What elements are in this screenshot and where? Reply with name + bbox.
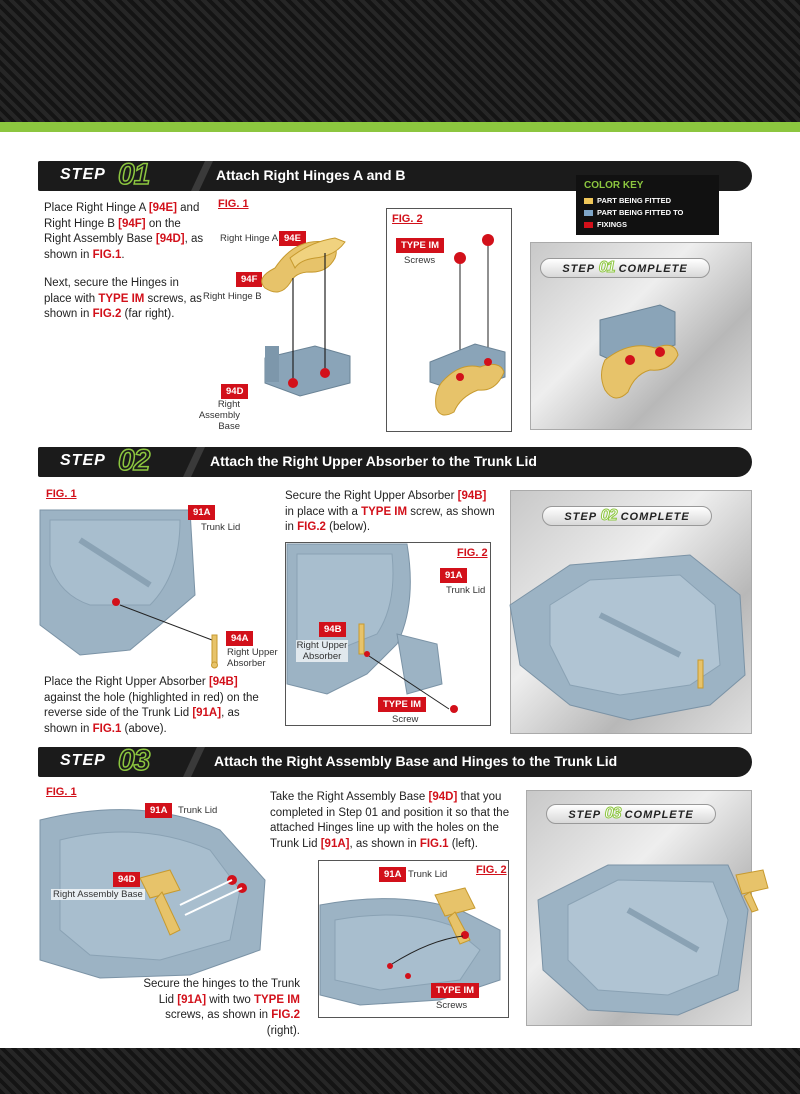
tag-type-im: TYPE IM bbox=[396, 238, 444, 253]
step-03-instruction-1 bbox=[270, 790, 520, 852]
text: (below). bbox=[325, 521, 371, 533]
step-01-fig-2-label: FIG. 2 bbox=[392, 213, 423, 225]
screws-label: Screws bbox=[436, 1000, 468, 1011]
step-01-instruction-1 bbox=[44, 201, 204, 263]
fig-ref: FIG.1 bbox=[92, 722, 122, 735]
complete-number: 02 bbox=[600, 507, 617, 524]
part-ref: [94B] bbox=[457, 490, 487, 502]
tag-91a: 91A bbox=[379, 867, 406, 882]
text: and Right Hinge B bbox=[44, 202, 200, 230]
trunk-lid-label: Trunk Lid bbox=[178, 805, 218, 816]
part-ref: [91A] bbox=[192, 707, 222, 719]
step-01-complete-badge bbox=[540, 258, 710, 278]
step-03-instruction-2 bbox=[140, 977, 300, 1039]
base-label-line: Right Assembly bbox=[198, 399, 240, 421]
text: screw, as shown in bbox=[285, 505, 495, 533]
text: , as shown in bbox=[44, 233, 204, 261]
step-02-complete-badge bbox=[542, 506, 712, 526]
part-ref: [94E] bbox=[148, 202, 177, 214]
tag-91a: 91A bbox=[188, 505, 215, 520]
part-ref: [91A] bbox=[177, 993, 207, 1006]
swatch-blue bbox=[584, 210, 593, 216]
step-01-complete-illustration bbox=[580, 300, 690, 410]
screw-fitted bbox=[456, 373, 464, 381]
absorber-shape bbox=[359, 624, 364, 654]
tag-91a: 91A bbox=[145, 803, 172, 818]
trunk-lid-label: Trunk Lid bbox=[201, 522, 241, 533]
base-tab bbox=[265, 346, 279, 382]
swatch-gold bbox=[584, 198, 593, 204]
step-03-title: Attach the Right Assembly Base and Hinges to the Trunk Lid bbox=[214, 753, 618, 769]
screw-fitted bbox=[625, 355, 635, 365]
color-key-label: PART BEING FITTED TO bbox=[597, 208, 684, 217]
step-03-complete-illustration bbox=[528, 840, 752, 1020]
hole-marker bbox=[288, 378, 298, 388]
trunk-lid-label: Trunk Lid bbox=[446, 585, 486, 596]
hinge-b-label: Right Hinge B bbox=[203, 291, 262, 302]
tag-94b: 94B bbox=[319, 622, 346, 637]
fig-ref: FIG.1 bbox=[92, 248, 122, 261]
text: Place the Right Upper Absorber bbox=[44, 676, 209, 688]
absorber-part-illustration bbox=[208, 633, 222, 669]
step-03-header bbox=[38, 744, 752, 777]
step-02-instruction-1 bbox=[285, 489, 497, 536]
part-ref: [94D] bbox=[428, 791, 458, 803]
step-01-title: Attach Right Hinges A and B bbox=[216, 167, 406, 183]
text: Place Right Hinge A bbox=[44, 202, 149, 214]
fig-ref: FIG.2 bbox=[92, 308, 122, 320]
screw-head bbox=[450, 705, 458, 713]
step-01-instruction-2 bbox=[44, 276, 204, 323]
color-key-title: COLOR KEY bbox=[584, 180, 644, 191]
complete-suffix: COMPLETE bbox=[618, 263, 688, 275]
step-02-badge bbox=[46, 444, 196, 477]
step-01-fig-1-label: FIG. 1 bbox=[218, 198, 249, 210]
screw-head bbox=[454, 252, 466, 264]
text: Take the Right Assembly Base bbox=[270, 791, 429, 803]
text: (right). bbox=[266, 1024, 300, 1037]
color-key-item bbox=[584, 220, 627, 229]
trunk-lid-label: Trunk Lid bbox=[408, 869, 448, 880]
step-03-badge bbox=[46, 744, 196, 777]
step-02-fig-2-illustration bbox=[287, 544, 487, 694]
hinge-a-label: Right Hinge A bbox=[220, 233, 279, 244]
screw-ref: TYPE IM bbox=[98, 292, 145, 305]
hole-marker bbox=[320, 368, 330, 378]
base-label: Right Assembly Base bbox=[53, 889, 143, 900]
part-ref: [94B] bbox=[208, 676, 238, 688]
step-02-title: Attach the Right Upper Absorber to the Trunk Lid bbox=[210, 453, 537, 469]
trunk-lid-inner bbox=[568, 880, 728, 995]
text: , as shown in bbox=[349, 837, 420, 850]
text: with two bbox=[206, 993, 254, 1006]
swatch-red bbox=[584, 222, 593, 228]
color-key-label: FIXINGS bbox=[597, 220, 628, 229]
complete-suffix: COMPLETE bbox=[620, 511, 690, 523]
tag-94f: 94F bbox=[236, 272, 262, 287]
tag-94d: 94D bbox=[221, 384, 248, 399]
screw-illustration bbox=[448, 703, 462, 717]
step-01-fig-1-illustration bbox=[255, 228, 375, 408]
text: Secure the hinges to the Trunk Lid bbox=[143, 978, 300, 1006]
color-key-item bbox=[584, 196, 671, 205]
step-02-fig-1-illustration bbox=[40, 505, 200, 665]
absorber-label-line: Absorber bbox=[302, 651, 342, 662]
text: (left). bbox=[448, 837, 478, 850]
absorber-label bbox=[296, 640, 348, 662]
absorber-shape bbox=[212, 635, 217, 663]
base-label bbox=[177, 399, 240, 432]
bottom-carbon-band bbox=[0, 1048, 800, 1094]
step-01-badge bbox=[46, 158, 196, 191]
step-02-fig-1-label: FIG. 1 bbox=[46, 488, 77, 500]
text: (far right). bbox=[121, 308, 175, 320]
step-word: STEP bbox=[60, 452, 106, 469]
highlighted-hole bbox=[112, 598, 120, 606]
absorber-shape bbox=[698, 660, 703, 688]
screw-fitted bbox=[655, 347, 665, 357]
screw-head bbox=[482, 234, 494, 246]
tag-type-im: TYPE IM bbox=[431, 983, 479, 998]
fig-ref: FIG.2 bbox=[271, 1009, 300, 1021]
text: against the hole (highlighted in red) on the reverse side of the Trunk Lid bbox=[44, 691, 259, 719]
absorber-tip bbox=[212, 662, 218, 668]
complete-number: 01 bbox=[598, 259, 615, 276]
tag-94e: 94E bbox=[279, 231, 306, 246]
text: on the Right Assembly Base bbox=[44, 217, 181, 245]
absorber-label-line: Right Upper bbox=[296, 640, 348, 651]
absorber-label-line: Absorber bbox=[227, 658, 266, 669]
screws-label: Screws bbox=[404, 255, 436, 266]
text: (above). bbox=[121, 722, 167, 735]
step-02-header bbox=[38, 444, 752, 477]
screw-ref: TYPE IM bbox=[253, 993, 300, 1006]
fig-ref: FIG.1 bbox=[419, 837, 449, 850]
step-02-fig-2-label: FIG. 2 bbox=[457, 547, 488, 559]
step-02-complete-illustration bbox=[510, 535, 750, 725]
absorber-label bbox=[227, 647, 278, 669]
step-03-complete-badge bbox=[546, 804, 716, 824]
color-key bbox=[576, 175, 719, 235]
lid-flange bbox=[397, 634, 442, 694]
tag-94a: 94A bbox=[226, 631, 253, 646]
complete-suffix: COMPLETE bbox=[624, 809, 694, 821]
tag-type-im: TYPE IM bbox=[378, 697, 426, 712]
part-ref: [94D] bbox=[155, 233, 185, 245]
part-ref: [94F] bbox=[118, 217, 146, 230]
step-03-fig-1-label: FIG. 1 bbox=[46, 786, 77, 798]
top-carbon-band bbox=[0, 0, 800, 122]
screw-fitted bbox=[461, 931, 469, 939]
step-03-fig-2-label: FIG. 2 bbox=[476, 864, 507, 876]
top-green-stripe bbox=[0, 122, 800, 132]
text: that you completed in Step 01 and position it so that the attached Hinges line up with the holes on the Trunk Lid bbox=[270, 791, 510, 850]
color-key-item bbox=[584, 208, 683, 217]
complete-word: STEP bbox=[564, 511, 597, 523]
step-number: 02 bbox=[118, 444, 150, 477]
step-word: STEP bbox=[60, 166, 106, 183]
text: Secure the Right Upper Absorber bbox=[285, 490, 458, 502]
screw-fitted bbox=[484, 358, 492, 366]
complete-word: STEP bbox=[568, 809, 601, 821]
text: Next, secure the Hinges in place with bbox=[44, 277, 179, 305]
step-02-instruction-2 bbox=[44, 675, 264, 737]
part-ref: [91A] bbox=[320, 837, 350, 850]
text: in place with a bbox=[285, 505, 362, 518]
text: screws, as shown in bbox=[165, 1009, 272, 1021]
step-01-fig-2-illustration bbox=[420, 232, 510, 422]
text: screws, as shown in bbox=[44, 292, 202, 320]
assembly-base-gold bbox=[736, 870, 768, 894]
fig-ref: FIG.2 bbox=[297, 521, 326, 533]
base-label-line: Base bbox=[218, 421, 240, 432]
text: , as shown in bbox=[44, 707, 240, 735]
step-word: STEP bbox=[60, 752, 106, 769]
step-number: 03 bbox=[118, 744, 150, 777]
screw-label: Screw bbox=[392, 714, 419, 725]
screw-ref: TYPE IM bbox=[361, 505, 408, 518]
screw-loose bbox=[405, 973, 411, 979]
color-key-label: PART BEING FITTED bbox=[597, 196, 672, 205]
step-number: 01 bbox=[118, 158, 150, 191]
text: . bbox=[121, 248, 125, 261]
tag-94d: 94D bbox=[113, 872, 140, 887]
complete-word: STEP bbox=[562, 263, 595, 275]
absorber-label-line: Right Upper bbox=[227, 647, 278, 658]
complete-number: 03 bbox=[604, 805, 621, 822]
tag-91a: 91A bbox=[440, 568, 467, 583]
